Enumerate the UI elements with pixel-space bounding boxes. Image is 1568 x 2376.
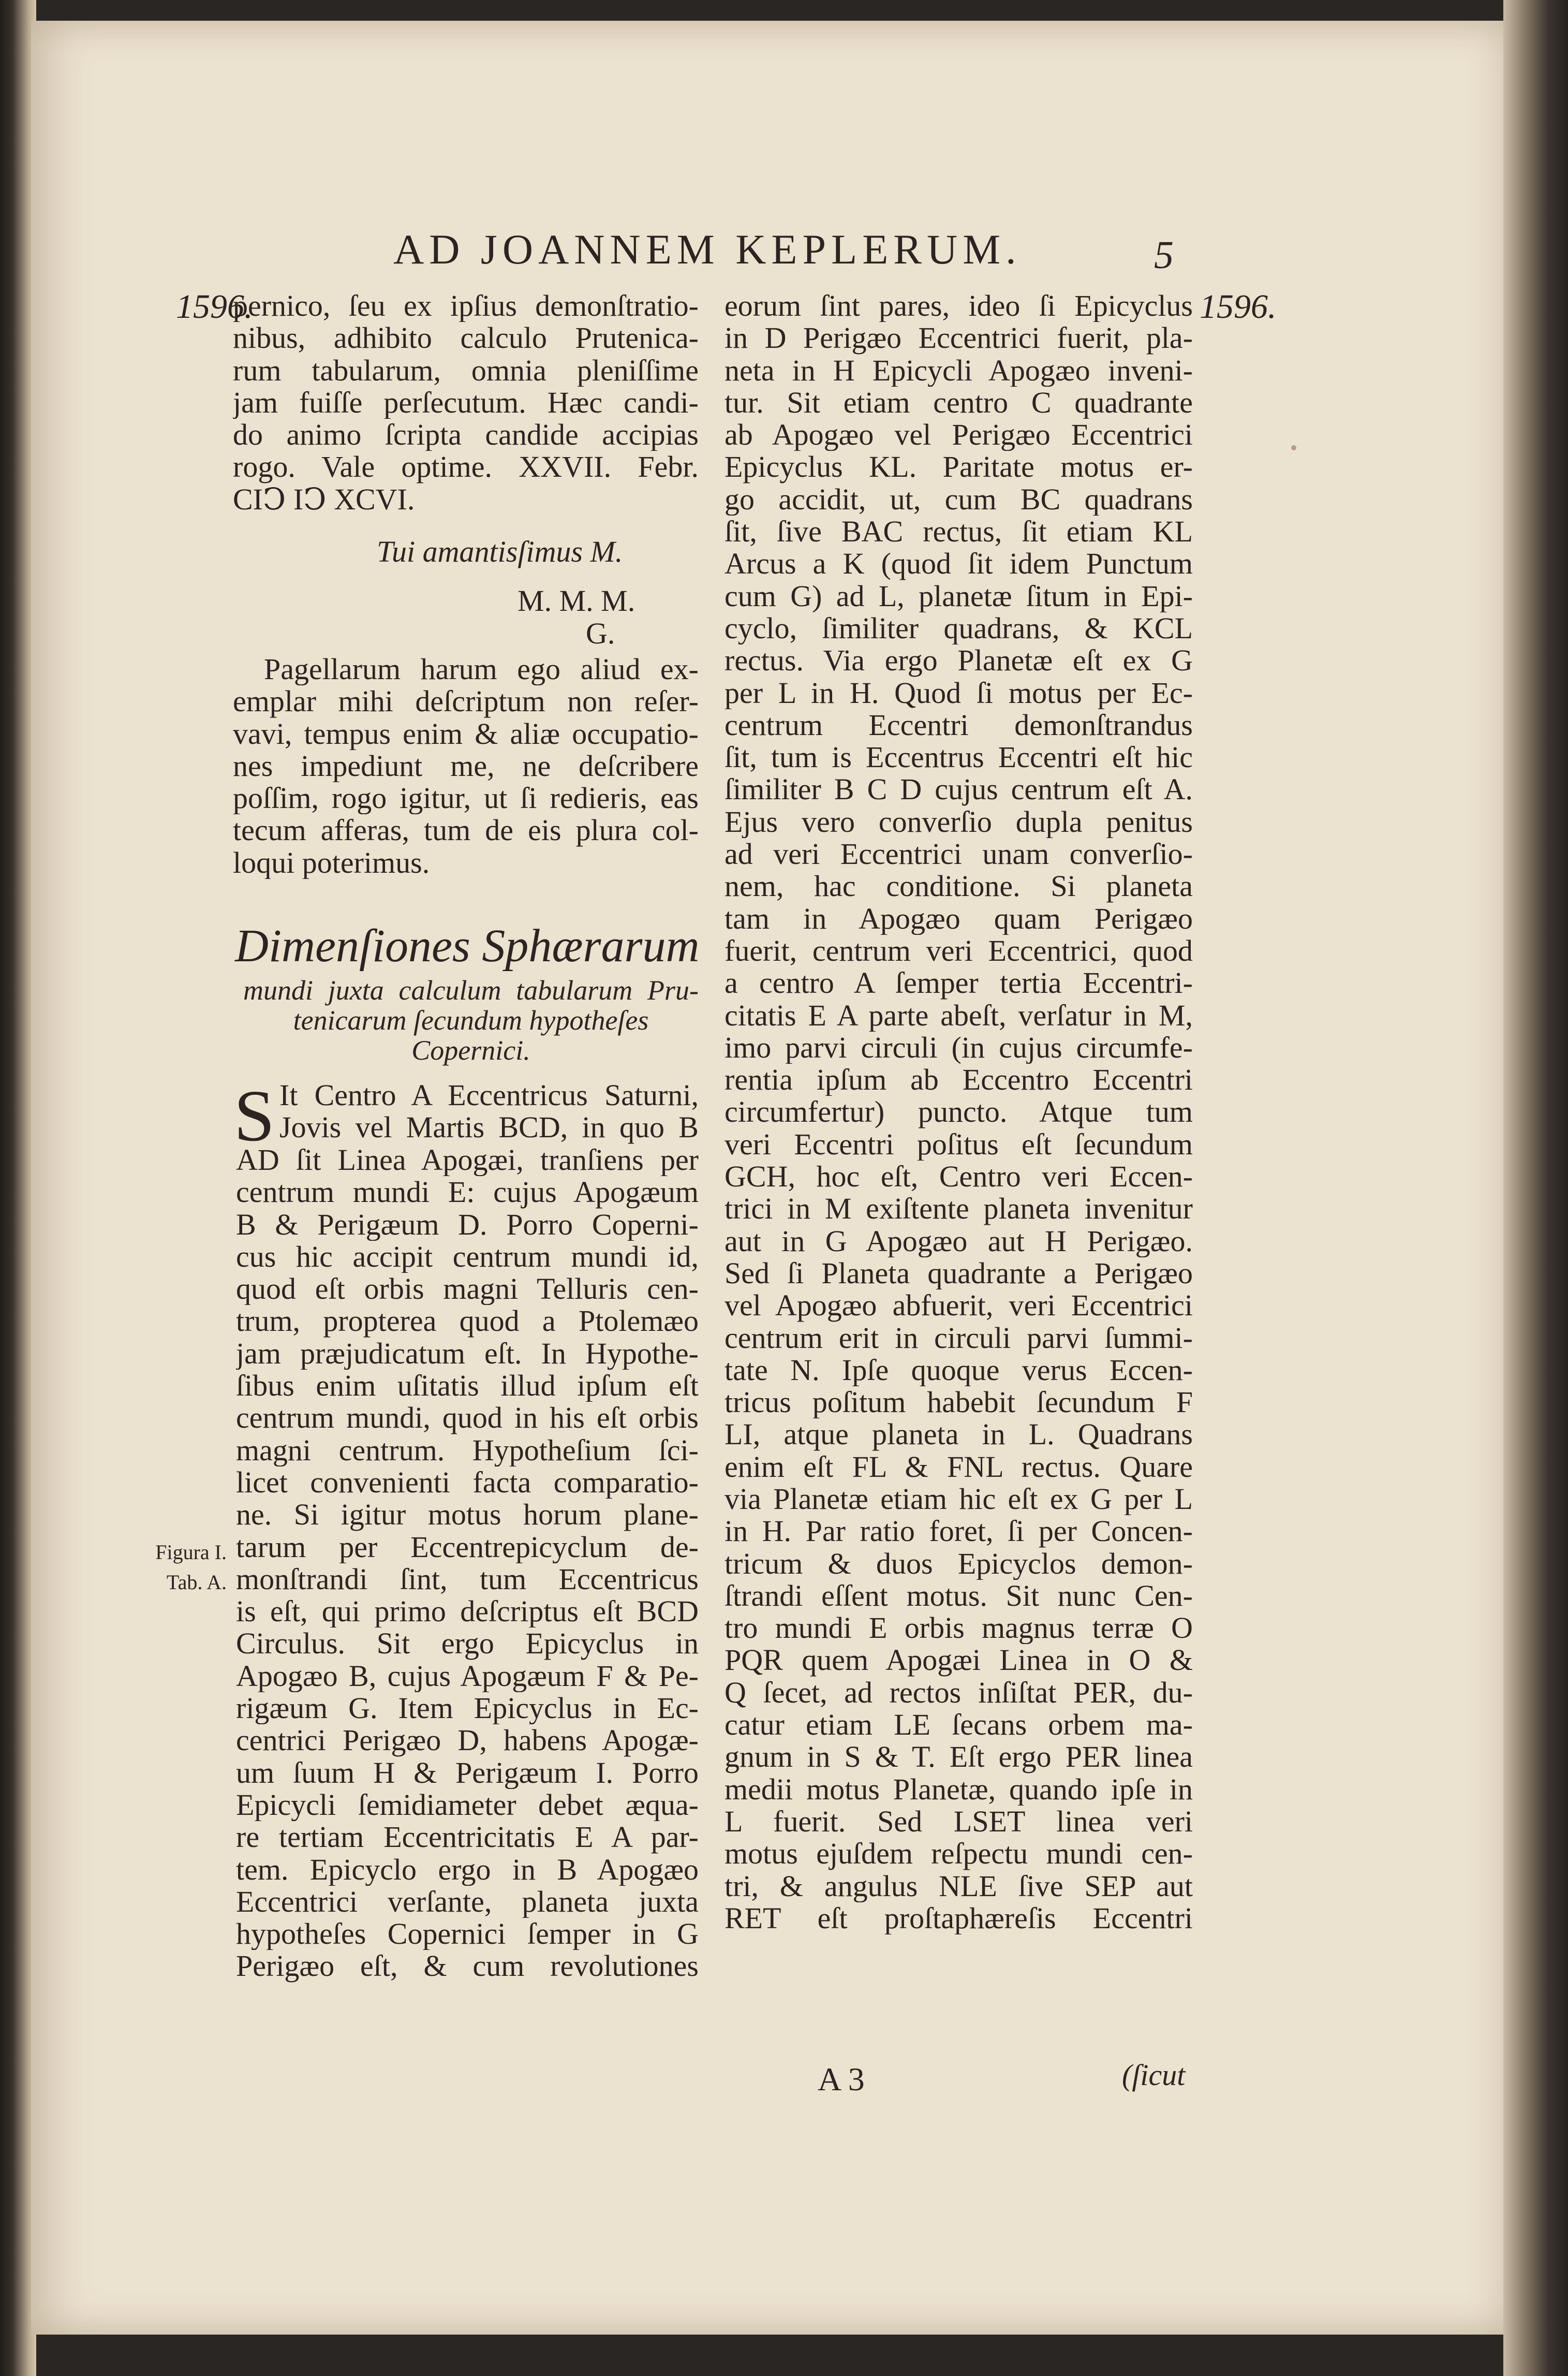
right-column xyxy=(724,290,1193,1934)
text-line: centrici Perigæo D, habens Apogæ- xyxy=(236,1724,699,1757)
text-line: quod eſt orbis magni Telluris cen- xyxy=(236,1273,699,1306)
text-line: Pagellarum harum ego aliud ex- xyxy=(264,653,699,686)
signature-initials: M. M. M. xyxy=(517,584,635,618)
text-line: pernico, ſeu ex ipſius demonſtratio- xyxy=(233,290,699,322)
section-heading: Dimenſiones Sphærarum xyxy=(235,920,700,972)
text-line: centrum mundi E: cujus Apogæum xyxy=(236,1176,699,1209)
text-line: vavi, tempus enim & aliæ occupatio- xyxy=(233,717,699,750)
margin-note-line: Figura I. xyxy=(155,1541,227,1564)
text-line: eorum ſint pares, ideo ſi Epicyclus xyxy=(724,290,1193,322)
subheading-line: Copernici. xyxy=(411,1035,530,1066)
text-line: tarum per Eccentrepicyclum de- xyxy=(236,1531,699,1563)
text-line: tur. Sit etiam centro C quadrante xyxy=(724,386,1193,419)
drop-cap: S xyxy=(234,1075,275,1156)
subheading-line: tenicarum ſecundum hypotheſes xyxy=(293,1005,649,1036)
text-line: Circulus. Sit ergo Epicyclus in xyxy=(236,1627,699,1660)
left-column-postscript xyxy=(233,653,699,879)
text-line: via Planetæ etiam hic eſt ex G per L xyxy=(724,1483,1193,1516)
text-line: licet convenienti facta comparatio- xyxy=(236,1466,699,1499)
running-head: AD JOANNEM KEPLERUM. xyxy=(393,226,1022,273)
text-line: veri Eccentri poſitus eſt ſecundum xyxy=(724,1128,1193,1161)
text-line: Eccentrici verſante, planeta juxta xyxy=(236,1885,699,1918)
text-line: per L in H. Quod ſi motus per Ec- xyxy=(724,677,1193,709)
text-line: nem, hac conditione. Si planeta xyxy=(724,870,1193,903)
signature-initial-g: G. xyxy=(586,617,615,650)
text-line: Q ſecet, ad rectos inſiſtat PER, du- xyxy=(724,1676,1193,1709)
text-line: Apogæo B, cujus Apogæum F & Pe- xyxy=(236,1660,699,1693)
text-line: poſſim, rogo igitur, ut ſi redieris, eas xyxy=(233,782,699,815)
text-line: trici in M exiſtente planeta invenitur xyxy=(724,1193,1193,1225)
text-line: nibus, adhibito calculo Prutenica- xyxy=(233,322,699,355)
text-line: go accidit, ut, cum BC quadrans xyxy=(724,483,1193,516)
text-line: L fuerit. Sed LSET linea veri xyxy=(724,1805,1193,1838)
text-line: tricum & duos Epicyclos demon- xyxy=(724,1547,1193,1580)
text-line: centrum mundi, quod in his eſt orbis xyxy=(236,1402,699,1434)
text-line: ne. Si igitur motus horum plane- xyxy=(236,1499,699,1531)
text-line: Ejus vero converſio dupla penitus xyxy=(724,805,1193,839)
text-line: centrum erit in circuli parvi ſummi- xyxy=(724,1322,1193,1354)
text-line: nes impediunt me, ne deſcribere xyxy=(233,750,699,783)
text-line: ſit, ſive BAC rectus, ſit etiam KL xyxy=(724,516,1193,548)
text-line: emplar mihi deſcriptum non reſer- xyxy=(233,685,699,718)
text-line: loqui poterimus. xyxy=(233,846,430,879)
text-line: jam fuiſſe perſecutum. Hæc candi- xyxy=(233,386,699,419)
text-line: rogo. Vale optime. XXVII. Febr. xyxy=(233,451,699,483)
left-column-body xyxy=(236,1144,699,1983)
section-subheading xyxy=(243,975,699,1065)
text-line: cum G) ad L, planetæ ſitum in Epi- xyxy=(724,580,1193,612)
text-line: rentia ipſum ab Eccentro Eccentri xyxy=(724,1064,1193,1096)
text-line: vel Apogæo abfuerit, veri Eccentrici xyxy=(724,1289,1193,1322)
text-line: um ſuum H & Perigæum I. Porro xyxy=(236,1756,699,1789)
margin-year-right: 1596. xyxy=(1200,288,1277,326)
text-line: Arcus a K (quod ſit idem Punctum xyxy=(724,548,1193,580)
text-line: motus ejuſdem reſpectu mundi cen- xyxy=(724,1838,1193,1870)
text-line: tro mundi E orbis magnus terræ O xyxy=(724,1612,1193,1645)
text-line: imo parvi circuli (in cujus circumfe- xyxy=(724,1031,1193,1064)
catchword: (ſicut xyxy=(1122,2058,1186,2092)
text-line: re tertiam Eccentricitatis E A par- xyxy=(236,1821,699,1854)
text-line: ſit, tum is Eccentrus Eccentri eſt hic xyxy=(724,741,1193,774)
signature-mark: A 3 xyxy=(818,2061,865,2098)
text-line: citatis E A parte abeſt, verſatur in M, xyxy=(724,999,1193,1032)
text-line: rigæum G. Item Epicyclus in Ec- xyxy=(236,1692,699,1725)
body-opening-lines xyxy=(279,1079,699,1144)
text-line: monſtrandi ſint, tum Eccentricus xyxy=(236,1563,699,1596)
text-line: tricus poſitum habebit ſecundum F xyxy=(724,1386,1193,1419)
text-line: jam præjudicatum eſt. In Hypothe- xyxy=(236,1337,699,1370)
text-line: Perigæo eſt, & cum revolutiones xyxy=(236,1950,699,1983)
text-line: circumfertur) puncto. Atque tum xyxy=(724,1096,1193,1128)
text-line: is eſt, qui primo deſcriptus eſt BCD xyxy=(236,1595,699,1628)
text-line: trum, propterea quod a Ptolemæo xyxy=(236,1305,699,1338)
text-line: Jovis vel Martis BCD, in quo B xyxy=(279,1111,699,1144)
text-line: in H. Par ratio foret, ſi per Concen- xyxy=(724,1515,1193,1548)
text-line: in D Perigæo Eccentrici fuerit, pla- xyxy=(724,322,1193,355)
text-line: ſimiliter B C D cujus centrum eſt A. xyxy=(724,773,1193,806)
text-line: Epicyclus KL. Paritate motus er- xyxy=(724,451,1193,483)
left-column-letter xyxy=(233,290,699,516)
text-line: magni centrum. Hypotheſium ſci- xyxy=(236,1434,699,1466)
text-line: rectus. Via ergo Planetæ eſt ex G xyxy=(724,644,1193,677)
text-line: medii motus Planetæ, quando ipſe in xyxy=(724,1773,1193,1806)
text-line: do animo ſcripta candide accipias xyxy=(233,419,699,451)
text-line: aut in G Apogæo aut H Perigæo. xyxy=(724,1225,1193,1257)
text-line: tecum afferas, tum de eis plura col- xyxy=(233,814,699,847)
text-line: ad veri Eccentrici unam converſio- xyxy=(724,838,1193,871)
text-line: LI, atque planeta in L. Quadrans xyxy=(724,1418,1193,1451)
text-line: tam in Apogæo quam Perigæo xyxy=(724,902,1193,935)
signature-salutation: Tui amantisſimus M. xyxy=(377,535,623,568)
text-line: centrum Eccentri demonſtrandus xyxy=(724,709,1193,742)
text-line: ab Apogæo vel Perigæo Eccentrici xyxy=(724,419,1193,451)
text-line: tri, & angulus NLE ſive SEP aut xyxy=(724,1870,1193,1902)
text-line: rum tabularum, omnia pleniſſime xyxy=(233,354,699,387)
margin-year-left: 1596. xyxy=(176,288,253,326)
text-line: ſtrandi eſſent motus. Sit nunc Cen- xyxy=(724,1579,1193,1612)
text-line: cus hic accipit centrum mundi id, xyxy=(236,1240,699,1273)
text-line: tate N. Ipſe quoque verus Eccen- xyxy=(724,1354,1193,1387)
text-line: hypotheſes Copernici ſemper in G xyxy=(236,1918,699,1950)
date-line: CIↃ IↃ XCVI. xyxy=(233,483,415,516)
text-line: AD ſit Linea Apogæi, tranſiens per xyxy=(236,1144,699,1177)
text-line: gnum in S & T. Eſt ergo PER linea xyxy=(724,1741,1193,1773)
page-edge-shadow xyxy=(1503,0,1568,2376)
text-line: PQR quem Apogæi Linea in O & xyxy=(724,1644,1193,1677)
text-line: It Centro A Eccentricus Saturni, xyxy=(279,1079,699,1112)
text-line: GCH, hoc eſt, Centro veri Eccen- xyxy=(724,1161,1193,1193)
text-line: Epicycli ſemidiameter debet æqua- xyxy=(236,1788,699,1822)
subheading-line: mundi juxta calculum tabularum Pru- xyxy=(243,975,699,1006)
text-line: Sed ſi Planeta quadrante a Perigæo xyxy=(724,1257,1193,1290)
text-line: B & Perigæum D. Porro Coperni- xyxy=(236,1208,699,1241)
text-line: tem. Epicyclo ergo in B Apogæo xyxy=(236,1853,699,1886)
page-number: 5 xyxy=(1154,233,1174,277)
text-line: RET eſt proſtaphæreſis Eccentri xyxy=(724,1902,1193,1935)
text-line: enim eſt FL & FNL rectus. Quare xyxy=(724,1450,1193,1483)
text-line: ſibus enim uſitatis illud ipſum eſt xyxy=(236,1370,699,1402)
text-line: neta in H Epicycli Apogæo inveni- xyxy=(724,354,1193,387)
margin-note-figure xyxy=(139,1537,227,1597)
text-line: cyclo, ſimiliter quadrans, & KCL xyxy=(724,612,1193,645)
margin-note-line: Tab. A. xyxy=(166,1571,227,1594)
text-line: catur etiam LE ſecans orbem ma- xyxy=(724,1709,1193,1741)
text-line: a centro A ſemper tertia Eccentri- xyxy=(724,967,1193,1000)
text-line: fuerit, centrum veri Eccentrici, quod xyxy=(724,934,1193,967)
ink-spot xyxy=(1291,445,1296,450)
